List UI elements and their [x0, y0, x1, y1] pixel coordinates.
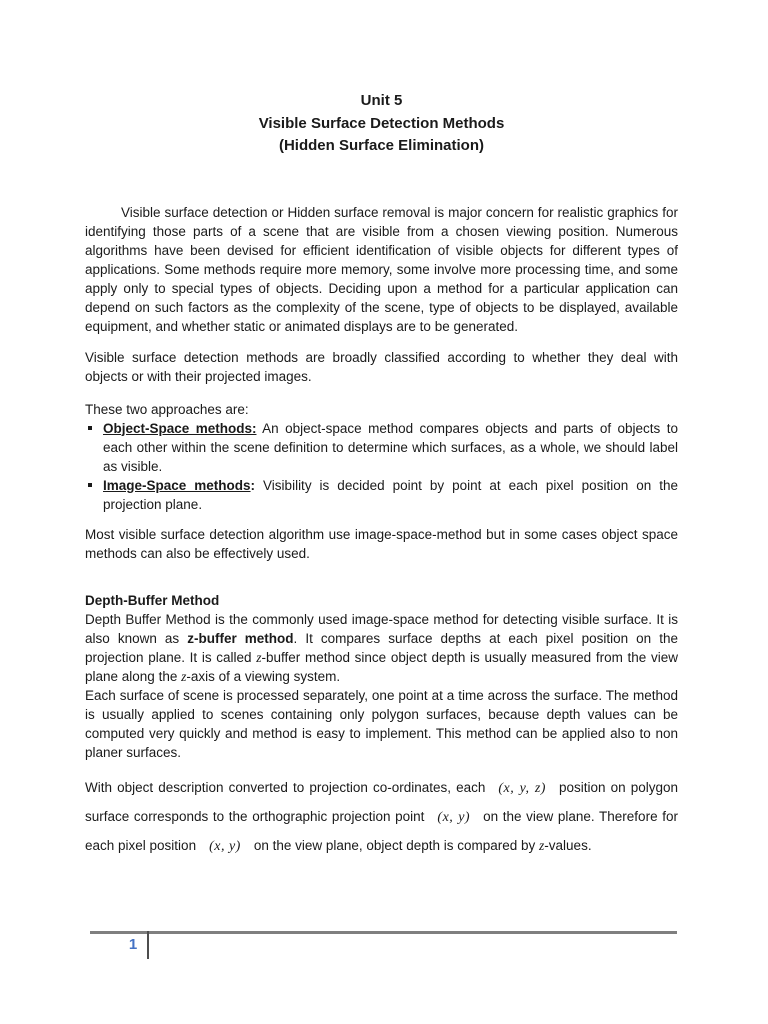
bullet-term: Object-Space methods:	[103, 420, 257, 436]
bullet-desc: Visibility is decided point by point at each pixel position on the projection plane.	[103, 477, 678, 512]
title-line-main: Visible Surface Detection Methods	[258, 114, 505, 132]
text-run: With object description converted to projection co-ordinates, each	[85, 779, 486, 795]
page-number: 1	[128, 936, 138, 953]
bullet-item-image-space	[85, 476, 678, 514]
text-run: z	[181, 668, 187, 684]
title-line-unit: Unit 5	[360, 92, 403, 109]
text-run: -values.	[544, 837, 592, 853]
each-surface-paragraph: Each surface of scene is processed separately, one point at a time across the surface. The method is usually applied to scenes containing only polygon surfaces, because depth values can be computed very quickly and method is easy to implement. This method can be applied also to non planer surfaces.	[85, 687, 678, 760]
classification-paragraph: Visible surface detection methods are broadly classified according to whether they deal with objects or with their projected images.	[85, 349, 678, 384]
text-run: z-buffer method	[187, 630, 294, 646]
bullet-square-icon	[88, 426, 92, 430]
depth-buffer-paragraph	[85, 610, 678, 686]
most-methods-paragraph: Most visible surface detection algorithm use image-space-method but in some cases object space methods can also be effectively used.	[85, 526, 678, 561]
bullet-separator: :	[250, 477, 256, 493]
intro-paragraph: Visible surface detection or Hidden surface removal is major concern for realistic graphics for identifying those parts of a scene that are visible from a chosen viewing position. Numerous algorithms have been devised for efficient identification of visible objects for different types of applications. Some methods require more memory, some involve more processing time, and some apply only to special types of objects. Deciding upon a method for a particular application can depend on such factors as the complexity of the scene, type of objects to be displayed, available equipment, and whether static or animated displays are to be generated.	[85, 204, 678, 334]
text-run: z	[256, 649, 262, 665]
depth-buffer-heading: Depth-Buffer Method	[85, 592, 220, 608]
text-run: on the view plane, object depth is compared by	[253, 837, 540, 853]
math-expression: (x, y, z)	[498, 780, 546, 796]
text-run: on the view plane. Therefore for each pixel position	[85, 808, 678, 853]
document-content	[85, 90, 678, 861]
footer-cursor-bar	[147, 931, 149, 959]
text-run: Depth Buffer Method is the commonly used image-space method for detecting visible surface. It is also known as	[85, 611, 678, 646]
text-run: -axis of a viewing system.	[186, 668, 341, 684]
text-run: -buffer method since object depth is usually measured from the view plane along the	[85, 649, 678, 684]
bullet-term: Image-Space methods	[103, 477, 251, 493]
title-line-sub: (Hidden Surface Elimination)	[278, 137, 485, 154]
text-run: z	[539, 837, 545, 853]
approaches-label: These two approaches are:	[85, 401, 249, 417]
approaches-bullet-list	[85, 419, 678, 514]
projection-coordinates-paragraph	[85, 774, 678, 861]
footer-rule	[90, 931, 677, 934]
math-expression: (x, y)	[437, 809, 471, 825]
title-block	[85, 90, 678, 158]
text-run: position on polygon surface corresponds to the orthographic projection point	[85, 779, 679, 824]
bullet-desc: An object-space method compares objects and parts of objects to each other within the scene definition to determine which surfaces, as a whole, we should label as visible.	[103, 420, 678, 474]
bullet-square-icon	[88, 483, 92, 487]
text-run: . It compares surface depths at each pixel position on the projection plane. It is called	[85, 630, 678, 665]
bullet-item-object-space	[85, 419, 678, 476]
math-expression: (x, y)	[209, 838, 241, 854]
